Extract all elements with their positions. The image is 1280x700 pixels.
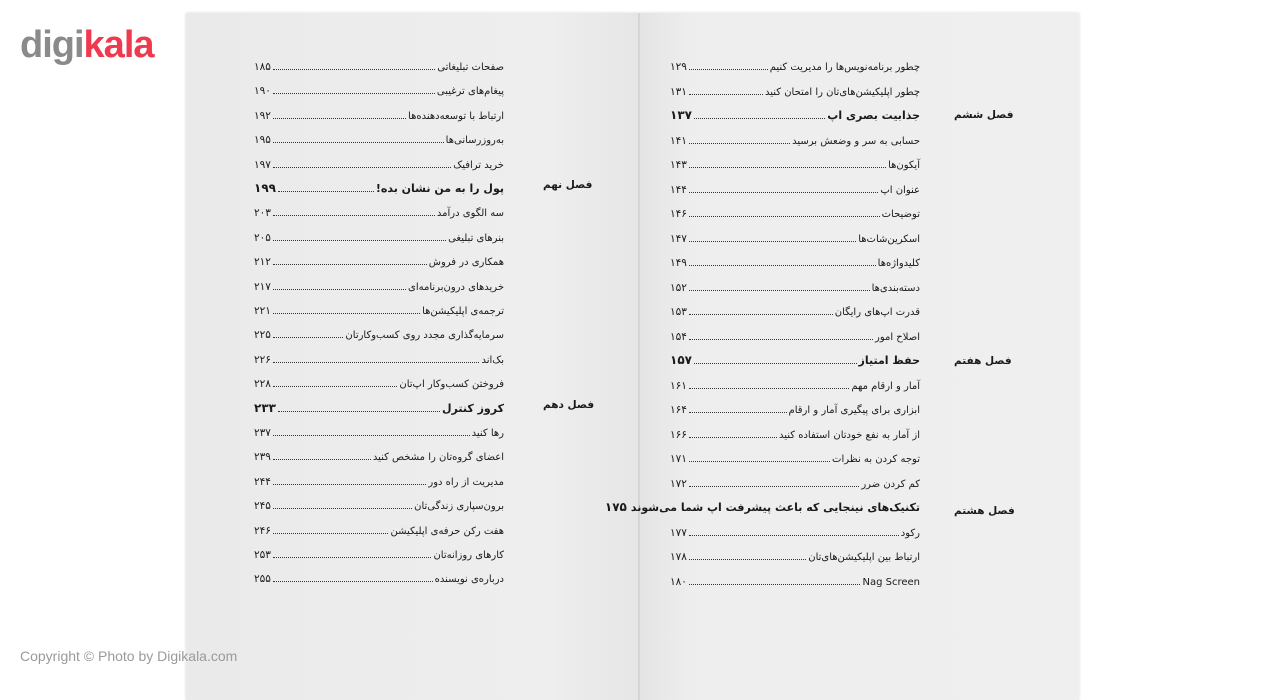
dot-leader: [689, 216, 880, 217]
chapter-label-10: فصل دهم: [543, 399, 595, 411]
toc-entry: [254, 393, 504, 415]
chapter-label-8: فصل هشتم: [954, 505, 1015, 517]
toc-entry-title: تکنیک‌های نینجایی که باعث پیشرفت اپ شما می‌شوند: [630, 501, 920, 514]
left-page: [186, 13, 638, 700]
toc-entry: [670, 566, 920, 588]
toc-entry: [254, 246, 504, 268]
toc-entry: [670, 468, 920, 490]
toc-entry-page-number: ۱۹۵: [254, 134, 271, 147]
toc-entry-page-number: ۲۱۲: [254, 256, 271, 269]
toc-entry-title: مدیریت از راه دور: [428, 476, 504, 488]
dot-leader: [689, 388, 849, 389]
toc-entry-page-number: ۱۶۱: [670, 379, 687, 392]
toc-entry-page-number: ۱۴۶: [670, 208, 687, 220]
toc-entry-title: درباره‌ی نویسنده: [434, 574, 504, 586]
logo-text-digi: digi: [20, 24, 84, 66]
toc-entry-page-number: ۲۰۳: [254, 207, 271, 220]
dot-leader: [273, 118, 406, 119]
toc-entry: [670, 541, 920, 563]
toc-entry-title: چطور اپلیکیشن‌های‌تان را امتحان کنید: [764, 86, 920, 98]
toc-entry: [670, 76, 920, 98]
toc-entry-title: صفحات تبلیغاتی: [437, 62, 504, 73]
toc-entry-title: کارهای روزانه‌تان: [433, 550, 504, 561]
toc-entry: [670, 419, 920, 441]
toc-entry: [254, 344, 504, 366]
dot-leader: [689, 339, 873, 340]
toc-entry-title: بنرهای تبلیغی: [448, 232, 504, 244]
toc-entry-page-number: ۱۷۱: [670, 453, 687, 465]
dot-leader: [273, 484, 426, 485]
toc-entry-page-number: ۱۶۴: [670, 404, 687, 416]
toc-entry-title: اصلاح امور: [875, 331, 920, 343]
dot-leader: [689, 290, 870, 291]
toc-entry: [670, 174, 920, 196]
dot-leader: [273, 508, 412, 509]
toc-entry-title: سه الگوی درآمد: [436, 208, 504, 220]
toc-entry-title: توجه کردن به نظرات: [832, 454, 920, 465]
toc-entry-title: آمار و ارقام مهم: [851, 380, 920, 392]
toc-entry-title: بک‌اند: [481, 354, 504, 366]
toc-entry-title: پیغام‌های ترغیبی: [436, 86, 504, 98]
dot-leader: [273, 581, 433, 582]
toc-entry-page-number: ۱۷۸: [670, 551, 687, 563]
toc-entry: [604, 492, 920, 514]
dot-leader: [273, 142, 444, 143]
toc-entry: [670, 247, 920, 269]
toc-entry-page-number: ۱۵۳: [670, 306, 687, 318]
toc-entry-page-number: ۲۴۶: [254, 524, 271, 537]
toc-entry-title: کلیدواژه‌ها: [877, 258, 920, 269]
toc-entry: [254, 563, 504, 585]
toc-entry-page-number: ۲۴۴: [254, 475, 271, 488]
dot-leader: [689, 192, 878, 193]
dot-leader: [689, 535, 899, 536]
dot-leader: [273, 313, 420, 314]
dot-leader: [689, 437, 777, 438]
toc-entry: [670, 517, 920, 539]
toc-entry: [254, 417, 504, 439]
toc-entry: [254, 295, 504, 317]
toc-entry-page-number: ۱۲۹: [670, 61, 687, 73]
dot-leader: [273, 167, 451, 168]
toc-entry-title: ارتباط بین اپلیکیشن‌های‌تان: [808, 552, 920, 563]
toc-entry-page-number: ۱۴۱: [670, 134, 687, 147]
toc-entry: [670, 370, 920, 392]
dot-leader: [273, 264, 427, 265]
toc-entry-title: حفظ امتیاز: [858, 354, 920, 367]
toc-entry-title: قدرت اپ‌های رایگان: [834, 307, 920, 318]
toc-entry-title: ابزاری برای پیگیری آمار و ارقام: [788, 405, 920, 416]
toc-entry-page-number: ۱۴۴: [670, 183, 687, 196]
toc-entry-title: فروختن کسب‌وکار اپ‌تان: [399, 379, 504, 391]
toc-entry-page-number: ۲۳۳: [254, 400, 276, 415]
dot-leader: [278, 411, 440, 412]
toc-entry: [670, 198, 920, 220]
dot-leader: [689, 461, 830, 462]
toc-entry-title: خریدهای درون‌برنامه‌ای: [408, 281, 504, 293]
toc-entry-title: سرمایه‌گذاری مجدد روی کسب‌وکارتان: [345, 330, 504, 342]
toc-entry-page-number: ۱۳۷: [670, 108, 692, 122]
digikala-logo[interactable]: [20, 26, 154, 64]
toc-entry-title: برون‌سپاری زندگی‌تان: [414, 501, 504, 513]
toc-entry-page-number: ۱۳۱: [670, 85, 687, 98]
toc-entry-title: توضیحات: [881, 209, 920, 220]
toc-entry-page-number: ۲۵۳: [254, 549, 271, 561]
toc-entry-title: آیکون‌ها: [888, 160, 920, 171]
toc-entry-title: به‌روزرسانی‌ها: [445, 135, 504, 147]
toc-entry-page-number: ۲۵۵: [254, 573, 271, 586]
toc-entry: [670, 100, 920, 122]
dot-leader: [689, 486, 859, 487]
toc-entry: [254, 271, 504, 293]
toc-entry: [254, 222, 504, 244]
right-page: [604, 13, 1079, 700]
dot-leader: [273, 337, 344, 338]
toc-entry: [670, 125, 920, 147]
dot-leader: [694, 118, 825, 119]
toc-entry-title: ترجمه‌ی اپلیکیشن‌ها: [422, 306, 504, 317]
toc-entry: [254, 124, 504, 146]
toc-entry: [254, 75, 504, 97]
toc-entry-title: چطور برنامه‌نویس‌ها را مدیریت کنیم: [769, 62, 920, 73]
toc-entry-page-number: ۱۸۰: [670, 575, 687, 588]
toc-entry-page-number: ۲۱۷: [254, 280, 271, 293]
toc-entry: [670, 296, 920, 318]
chapter-label-9: فصل نهم: [543, 179, 593, 191]
toc-entry-title: حسابی به سر و وضعش برسید: [792, 135, 920, 147]
toc-entry: [670, 321, 920, 343]
toc-entry: [670, 51, 920, 73]
dot-leader: [689, 584, 861, 585]
dot-leader: [273, 240, 446, 241]
toc-entry-page-number: ۱۴۳: [670, 159, 687, 171]
toc-entry-page-number: ۱۹۲: [254, 109, 271, 122]
dot-leader: [273, 69, 435, 70]
toc-entry: [670, 223, 920, 245]
dot-leader: [689, 412, 787, 413]
chapter-label-7: فصل هفتم: [954, 355, 1012, 367]
toc-entry-page-number: ۲۲۵: [254, 329, 271, 342]
toc-entry-page-number: ۱۹۷: [254, 158, 271, 171]
logo-text-kala: kala: [83, 24, 154, 66]
toc-entry-page-number: ۱۴۷: [670, 232, 687, 245]
toc-entry-page-number: ۱۹۰: [254, 85, 271, 98]
toc-entry: [670, 149, 920, 171]
toc-entry-page-number: ۱۵۲: [670, 281, 687, 294]
toc-entry: [254, 149, 504, 171]
toc-entry-page-number: ۱۵۴: [670, 330, 687, 343]
toc-entry: [670, 394, 920, 416]
dot-leader: [273, 289, 406, 290]
toc-entry: [254, 490, 504, 512]
dot-leader: [273, 459, 371, 460]
toc-entry: [254, 197, 504, 219]
copyright-notice: Copyright © Photo by Digikala.com: [20, 648, 238, 664]
toc-entry-title: دسته‌بندی‌ها: [871, 282, 920, 294]
toc-entry: [254, 515, 504, 537]
toc-entry: [254, 51, 504, 73]
dot-leader: [689, 241, 856, 242]
toc-entry-page-number: ۲۰۵: [254, 231, 271, 244]
toc-entry-title: عنوان اپ: [880, 184, 920, 196]
toc-entry: [254, 319, 504, 341]
dot-leader: [689, 314, 833, 315]
toc-entry-title: اسکرین‌شات‌ها: [858, 233, 920, 245]
dot-leader: [689, 167, 886, 168]
toc-entry-page-number: ۱۷۲: [670, 477, 687, 490]
toc-entry: [254, 441, 504, 463]
dot-leader: [278, 191, 374, 192]
toc-entry-title: پول را به من نشان بده!: [375, 182, 504, 195]
dot-leader: [689, 69, 768, 70]
toc-entry: [254, 466, 504, 488]
dot-leader: [273, 386, 397, 387]
toc-entry-page-number: ۱۴۹: [670, 257, 687, 269]
toc-entry-page-number: ۲۲۸: [254, 378, 271, 391]
toc-entry-page-number: ۲۲۶: [254, 353, 271, 366]
chapter-label-6: فصل ششم: [954, 109, 1014, 121]
toc-entry-page-number: ۱۸۵: [254, 61, 271, 73]
toc-entry-page-number: ۱۵۷: [670, 353, 692, 367]
toc-entry: [254, 368, 504, 390]
toc-entry-page-number: ۲۲۱: [254, 305, 271, 317]
toc-entry: [670, 272, 920, 294]
toc-entry-page-number: ۱۹۹: [254, 181, 276, 195]
dot-leader: [689, 559, 806, 560]
toc-entry-title: ارتباط با توسعه‌دهنده‌ها: [408, 110, 504, 122]
toc-entry-page-number: ۱۷۷: [670, 526, 687, 539]
toc-entry: [670, 443, 920, 465]
toc-entry-page-number: ۲۳۹: [254, 451, 271, 464]
toc-entry-page-number: ۱۷۵: [604, 500, 627, 514]
toc-entry-page-number: ۱۶۶: [670, 428, 687, 441]
dot-leader: [273, 93, 435, 94]
toc-entry-title: کم کردن ضرر: [861, 478, 920, 490]
toc-entry-title: جذابیت بصری اپ: [827, 109, 920, 122]
dot-leader: [273, 533, 389, 534]
toc-entry-title: خرید ترافیک: [453, 159, 504, 171]
toc-entry-title: اعضای گروه‌تان را مشخص کنید: [372, 452, 504, 464]
dot-leader: [273, 215, 435, 216]
toc-entry-title: همکاری در فروش: [428, 257, 504, 269]
toc-entry: [254, 100, 504, 122]
dot-leader: [273, 362, 480, 363]
toc-entry-title: رکود: [900, 527, 920, 539]
toc-entry-page-number: ۲۴۵: [254, 500, 271, 513]
toc-entry-title: کروز کنترل: [441, 401, 504, 415]
toc-entry-title: Nag Screen: [862, 576, 920, 588]
dot-leader: [689, 143, 790, 144]
toc-entry: [670, 345, 920, 367]
toc-entry-page-number: ۲۳۷: [254, 427, 271, 439]
toc-entry: [254, 173, 504, 195]
dot-leader: [694, 363, 857, 364]
toc-entry: [254, 539, 504, 561]
dot-leader: [273, 435, 470, 436]
dot-leader: [689, 265, 876, 266]
open-book: [186, 13, 1079, 700]
toc-entry-title: هفت رکن حرفه‌ی اپلیکیشن: [390, 525, 504, 537]
dot-leader: [689, 94, 763, 95]
toc-entry-title: رها کنید: [471, 428, 504, 439]
toc-entry-title: از آمار به نفع خودتان استفاده کنید: [779, 429, 920, 441]
dot-leader: [273, 557, 432, 558]
